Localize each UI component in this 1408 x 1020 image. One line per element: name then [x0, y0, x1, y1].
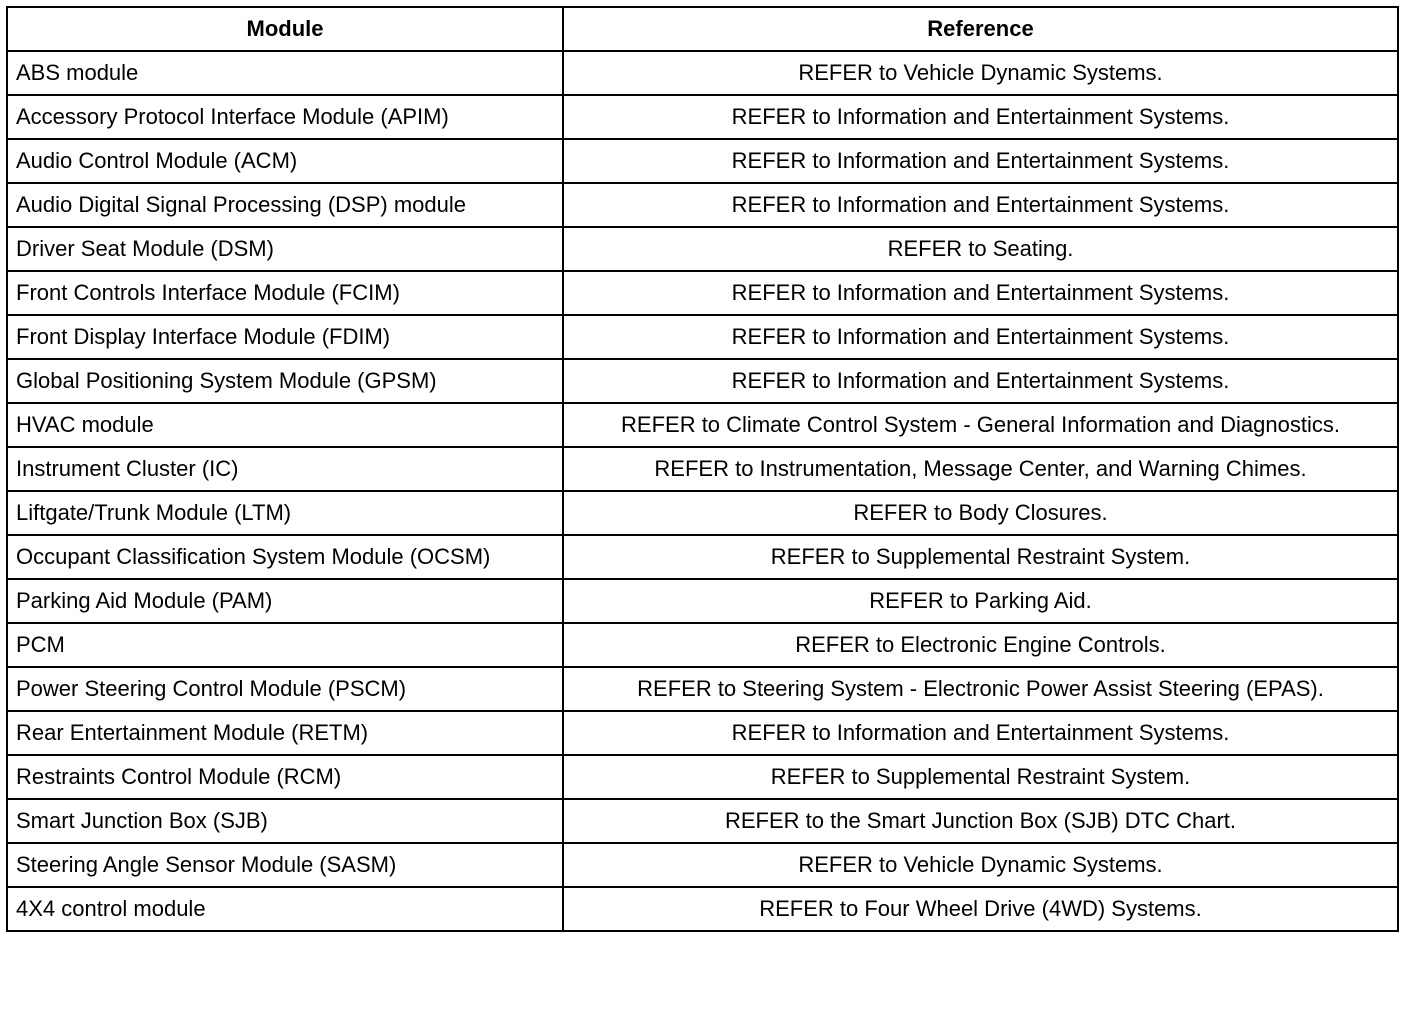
module-cell: Power Steering Control Module (PSCM)	[7, 667, 563, 711]
column-header-reference: Reference	[563, 7, 1398, 51]
table-row	[7, 139, 1398, 183]
table-row	[7, 271, 1398, 315]
table-row	[7, 227, 1398, 271]
reference-cell: REFER to Seating.	[563, 227, 1398, 271]
module-cell: Rear Entertainment Module (RETM)	[7, 711, 563, 755]
reference-cell: REFER to Vehicle Dynamic Systems.	[563, 843, 1398, 887]
table-row	[7, 359, 1398, 403]
table-row	[7, 491, 1398, 535]
table-row	[7, 887, 1398, 931]
module-cell: HVAC module	[7, 403, 563, 447]
reference-cell: REFER to Information and Entertainment Systems.	[563, 271, 1398, 315]
module-cell: Restraints Control Module (RCM)	[7, 755, 563, 799]
reference-cell: REFER to Vehicle Dynamic Systems.	[563, 51, 1398, 95]
module-cell: Steering Angle Sensor Module (SASM)	[7, 843, 563, 887]
module-cell: Audio Control Module (ACM)	[7, 139, 563, 183]
module-cell: Global Positioning System Module (GPSM)	[7, 359, 563, 403]
module-cell: 4X4 control module	[7, 887, 563, 931]
reference-cell: REFER to Instrumentation, Message Center, and Warning Chimes.	[563, 447, 1398, 491]
module-cell: Accessory Protocol Interface Module (APIM)	[7, 95, 563, 139]
reference-cell: REFER to Steering System - Electronic Power Assist Steering (EPAS).	[563, 667, 1398, 711]
module-cell: Occupant Classification System Module (OCSM)	[7, 535, 563, 579]
table-row	[7, 711, 1398, 755]
table-row	[7, 95, 1398, 139]
reference-cell: REFER to Information and Entertainment Systems.	[563, 315, 1398, 359]
reference-cell: REFER to Information and Entertainment Systems.	[563, 95, 1398, 139]
reference-cell: REFER to Information and Entertainment Systems.	[563, 139, 1398, 183]
table-header-row	[7, 7, 1398, 51]
module-reference-table	[6, 6, 1399, 932]
table-row	[7, 623, 1398, 667]
reference-cell: REFER to Four Wheel Drive (4WD) Systems.	[563, 887, 1398, 931]
module-cell: Parking Aid Module (PAM)	[7, 579, 563, 623]
table-row	[7, 315, 1398, 359]
table-row	[7, 183, 1398, 227]
table-row	[7, 403, 1398, 447]
module-cell: Audio Digital Signal Processing (DSP) module	[7, 183, 563, 227]
module-cell: ABS module	[7, 51, 563, 95]
table-body	[7, 51, 1398, 931]
reference-cell: REFER to Information and Entertainment Systems.	[563, 711, 1398, 755]
reference-cell: REFER to Electronic Engine Controls.	[563, 623, 1398, 667]
module-cell: Instrument Cluster (IC)	[7, 447, 563, 491]
reference-cell: REFER to Information and Entertainment Systems.	[563, 359, 1398, 403]
reference-cell: REFER to Climate Control System - General Information and Diagnostics.	[563, 403, 1398, 447]
module-cell: Smart Junction Box (SJB)	[7, 799, 563, 843]
table-row	[7, 799, 1398, 843]
reference-cell: REFER to Supplemental Restraint System.	[563, 535, 1398, 579]
module-cell: Driver Seat Module (DSM)	[7, 227, 563, 271]
table-row	[7, 51, 1398, 95]
table-row	[7, 579, 1398, 623]
table-row	[7, 447, 1398, 491]
table-row	[7, 843, 1398, 887]
table-row	[7, 535, 1398, 579]
reference-cell: REFER to Supplemental Restraint System.	[563, 755, 1398, 799]
reference-cell: REFER to Body Closures.	[563, 491, 1398, 535]
module-cell: Liftgate/Trunk Module (LTM)	[7, 491, 563, 535]
table-row	[7, 667, 1398, 711]
module-cell: Front Controls Interface Module (FCIM)	[7, 271, 563, 315]
column-header-module: Module	[7, 7, 563, 51]
module-cell: PCM	[7, 623, 563, 667]
reference-cell: REFER to Parking Aid.	[563, 579, 1398, 623]
reference-cell: REFER to Information and Entertainment Systems.	[563, 183, 1398, 227]
table-row	[7, 755, 1398, 799]
reference-cell: REFER to the Smart Junction Box (SJB) DTC Chart.	[563, 799, 1398, 843]
module-cell: Front Display Interface Module (FDIM)	[7, 315, 563, 359]
